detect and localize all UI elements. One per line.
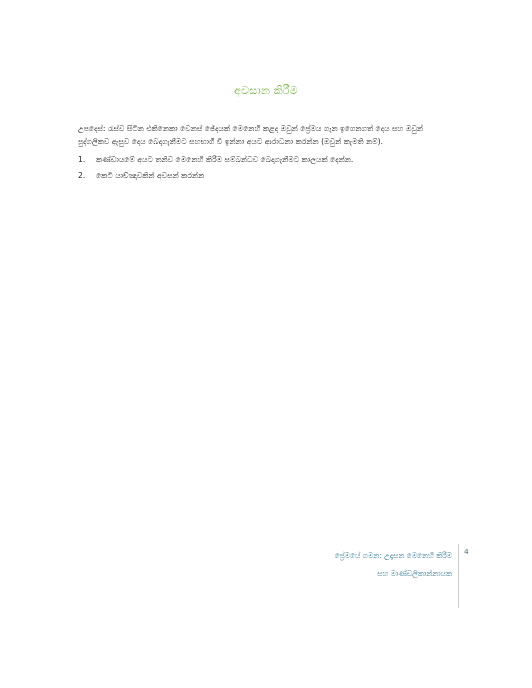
- instructions-paragraph: උපදෙස්: රැස්ව සිටින එකිනෙකා වෙනස් ඡේදයක් මෙනෙහි කළද ඔවුන් ප්‍රේමය ගැන ඉගෙනගත් දෙය සහ ඔවුන් පුද්ගලිකව ඇසුව දෙය බෙදාගැනීමට සහභාගී වී ඉන්නා අයට ආරාධනා කරන්න (ඔවුන් කැමති නම්).: [78, 124, 424, 146]
- footer-divider: [458, 544, 459, 608]
- page-number: 4: [464, 547, 469, 556]
- section-heading: අවසාන කිරීම: [234, 84, 298, 97]
- list-item-text: කණ්ඩායමේ අයට තනිව මෙනෙහි කිරීම සම්බන්ධව බෙදාගැනීමට කාලයක් දෙන්න.: [96, 155, 354, 164]
- footer-subtitle: සහ මාණ්ඩලිකාන්නායක: [377, 569, 452, 578]
- list-item-text: කෙටි යාච්ඤාවකින් අවසන් කරන්න: [96, 171, 205, 180]
- list-item-number: 2.: [78, 171, 86, 180]
- list-item: [78, 171, 452, 187]
- list-item: [78, 155, 452, 171]
- page-footer: [300, 547, 452, 583]
- steps-list: [78, 155, 452, 187]
- list-item-number: 1.: [78, 155, 86, 164]
- footer-title: ප්‍රේමයේ ගමන: උදෑසන මෙනෙහි කිරීම: [334, 551, 452, 560]
